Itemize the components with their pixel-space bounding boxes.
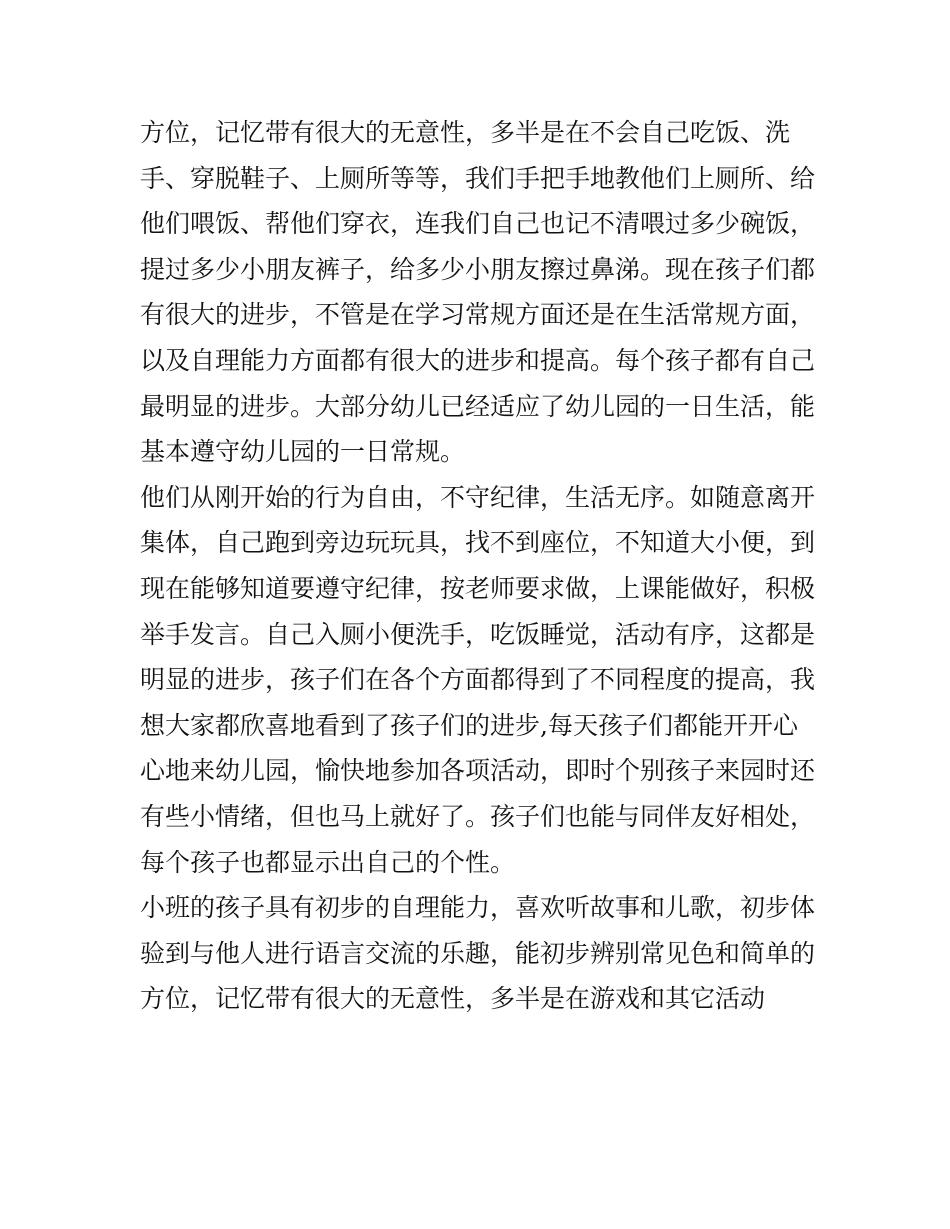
text-line: 方位，记忆带有很大的无意性，多半是在游戏和其它活动 <box>140 984 766 1014</box>
text-line: 他们喂饭、帮他们穿衣，连我们自己也记不清喂过多少碗饭， <box>140 209 816 239</box>
text-line: 举手发言。自己入厕小便洗手，吃饭睡觉，活动有序，这都是 <box>140 619 816 649</box>
text-line: 方位，记忆带有很大的无意性，多半是在不会自己吃饭、洗 <box>140 118 791 147</box>
text-line: 集体，自己跑到旁边玩玩具，找不到座位，不知道大小便，到 <box>140 528 816 558</box>
text-line: 有些小情绪，但也马上就好了。孩子们也能与同伴友好相处， <box>140 801 816 831</box>
text-line: 以及自理能力方面都有很大的进步和提高。每个孩子都有自己 <box>140 345 816 375</box>
text-line: 每个孩子也都显示出自己的个性。 <box>140 847 516 877</box>
text-line: 他们从刚开始的行为自由，不守纪律，生活无序。如随意离开 <box>140 482 816 512</box>
body-text <box>140 110 820 1022</box>
text-line: 验到与他人进行语言交流的乐趣，能初步辨别常见色和简单的 <box>140 938 816 968</box>
text-line: 最明显的进步。大部分幼儿已经适应了幼儿园的一日生活，能 <box>140 391 816 421</box>
text-line: 提过多少小朋友裤子，给多少小朋友擦过鼻涕。现在孩子们都 <box>140 254 816 284</box>
text-line: 明显的进步，孩子们在各个方面都得到了不同程度的提高，我 <box>140 665 816 695</box>
text-line: 现在能够知道要遵守纪律，按老师要求做，上课能做好，积极 <box>140 573 816 603</box>
text-line: 想大家都欣喜地看到了孩子们的进步,每天孩子们都能开开心 <box>140 710 798 740</box>
text-line: 手、穿脱鞋子、上厕所等等，我们手把手地教他们上厕所、给 <box>140 163 816 193</box>
text-line: 基本遵守幼儿园的一日常规。 <box>140 437 466 467</box>
text-line: 小班的孩子具有初步的自理能力，喜欢听故事和儿歌，初步体 <box>140 893 816 923</box>
text-line: 心地来幼儿园，愉快地参加各项活动，即时个别孩子来园时还 <box>140 756 816 786</box>
text-line: 有很大的进步，不管是在学习常规方面还是在生活常规方面， <box>140 300 816 330</box>
